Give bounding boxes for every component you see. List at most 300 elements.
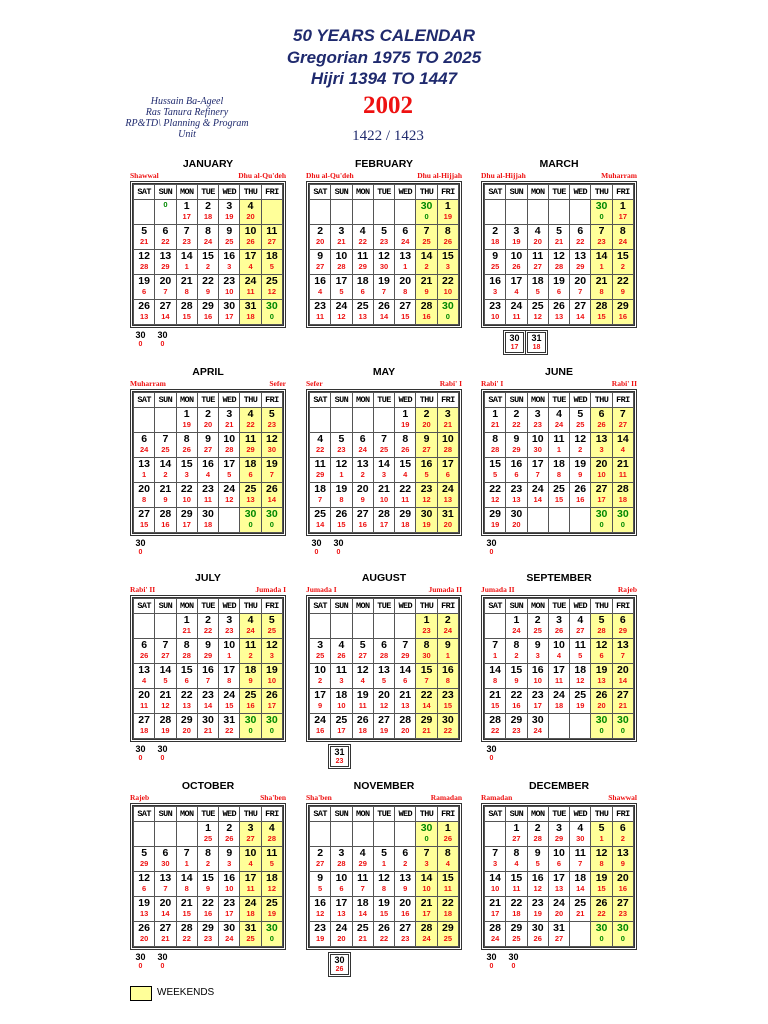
weekday-header: SAT <box>134 185 155 200</box>
hijri-day: 9 <box>424 287 429 296</box>
gregorian-day: 18 <box>244 664 257 676</box>
hijri-day: 27 <box>533 262 542 271</box>
gregorian-day: 8 <box>492 433 499 445</box>
month-table <box>306 595 462 742</box>
day-cell <box>612 483 633 508</box>
gregorian-day: 21 <box>399 689 412 701</box>
gregorian-day: 30 <box>595 200 608 212</box>
hijri-day: 21 <box>358 934 367 943</box>
weekday-header: SAT <box>485 599 506 614</box>
day-cell <box>485 508 506 533</box>
day-cell <box>548 508 569 533</box>
day-cell <box>612 408 633 433</box>
hijri-day: 5 <box>269 262 274 271</box>
hijri-day: 17 <box>510 344 519 351</box>
gregorian-day: 19 <box>378 275 390 287</box>
day-cell <box>219 664 240 689</box>
hijri-day: 17 <box>618 212 628 221</box>
day-cell <box>373 847 394 872</box>
day-cell <box>155 639 176 664</box>
day-cell <box>612 225 633 250</box>
hijri-day: 25 <box>533 626 542 635</box>
day-cell <box>352 408 373 433</box>
hijri-day: 13 <box>358 312 367 321</box>
hijri-day: 28 <box>139 262 149 271</box>
hijri-day: 9 <box>360 495 365 504</box>
day-cell <box>219 872 240 897</box>
hijri-month-start: Sha'ben <box>306 793 332 802</box>
weekday-header: TUE <box>548 185 569 200</box>
day-cell <box>506 225 527 250</box>
hijri-day: 5 <box>578 651 583 660</box>
gregorian-day: 4 <box>556 408 562 420</box>
gregorian-day: 30 <box>420 822 433 834</box>
gregorian-day: 23 <box>510 483 523 495</box>
gregorian-day: 25 <box>266 275 278 287</box>
day-cell <box>310 408 331 433</box>
hijri-day: 24 <box>401 237 410 246</box>
gregorian-day: 30 <box>420 508 433 520</box>
day-cell <box>548 225 569 250</box>
hijri-day: 12 <box>533 312 542 321</box>
day-cell <box>437 250 458 275</box>
gregorian-day: 30 <box>595 714 608 726</box>
hijri-day: 11 <box>204 495 212 504</box>
hijri-day: 2 <box>514 651 519 660</box>
gregorian-day: 6 <box>162 225 169 237</box>
hijri-day: 7 <box>163 287 168 296</box>
hijri-day: 7 <box>535 470 540 479</box>
gregorian-day: 14 <box>159 458 172 470</box>
gregorian-day: 22 <box>202 897 214 909</box>
hijri-day: 17 <box>379 520 389 529</box>
day-cell <box>591 664 612 689</box>
day-cell <box>612 714 633 739</box>
day-cell <box>155 225 176 250</box>
gregorian-day: 25 <box>574 897 587 909</box>
hijri-day: 11 <box>246 287 255 296</box>
gregorian-day: 30 <box>595 508 608 520</box>
hijri-day: 4 <box>514 287 519 296</box>
gregorian-day: 3 <box>556 614 562 626</box>
gregorian-day: 11 <box>553 433 565 445</box>
day-cell <box>591 639 612 664</box>
day-cell <box>155 922 176 947</box>
hijri-day: 8 <box>381 884 387 893</box>
day-cell <box>612 275 633 300</box>
weekday-header: FRI <box>437 599 458 614</box>
hijri-day: 12 <box>161 701 170 710</box>
month-name: FEBRUARY <box>355 158 413 170</box>
day-cell <box>240 250 261 275</box>
hijri-day: 0 <box>445 312 450 321</box>
weekday-header: WED <box>219 807 240 822</box>
gregorian-day: 19 <box>356 689 369 701</box>
day-cell <box>261 408 282 433</box>
day-cell <box>570 664 591 689</box>
day-cell <box>261 922 282 947</box>
gregorian-day: 13 <box>595 433 608 445</box>
gregorian-day: 16 <box>489 275 501 287</box>
weekday-header: THU <box>416 807 437 822</box>
day-cell <box>591 822 612 847</box>
weekday-header: TUE <box>373 393 394 408</box>
gregorian-day: 30 <box>531 714 544 726</box>
day-cell <box>240 200 261 225</box>
hijri-day: 2 <box>578 445 583 454</box>
overflow-day <box>152 952 173 971</box>
hijri-month-end: Dhu al-Hijjah <box>417 171 462 180</box>
day-cell <box>197 689 218 714</box>
hijri-day: 0 <box>160 341 165 348</box>
day-cell <box>134 897 155 922</box>
weekday-header: THU <box>240 393 261 408</box>
day-cell <box>134 508 155 533</box>
weekday-header: FRI <box>261 393 282 408</box>
day-cell <box>591 872 612 897</box>
hijri-day: 3 <box>424 859 429 868</box>
gregorian-day: 30 <box>333 538 344 548</box>
day-cell <box>591 200 612 225</box>
hijri-day: 29 <box>139 859 149 868</box>
hijri-day: 8 <box>227 676 232 685</box>
day-cell <box>197 872 218 897</box>
hijri-day: 19 <box>379 726 389 735</box>
gregorian-day: 12 <box>378 872 390 884</box>
day-cell <box>527 664 548 689</box>
weekday-header: THU <box>416 393 437 408</box>
hijri-day: 12 <box>267 884 277 893</box>
gregorian-day: 30 <box>442 714 454 726</box>
day-cell <box>570 483 591 508</box>
gregorian-day: 17 <box>553 872 565 884</box>
gregorian-day: 13 <box>159 872 172 884</box>
hijri-month-start: Jumada I <box>306 585 337 594</box>
hijri-day: 4 <box>514 859 519 868</box>
hijri-day: 8 <box>445 676 450 685</box>
gregorian-day: 2 <box>205 614 211 626</box>
gregorian-day: 31 <box>244 922 257 934</box>
hijri-day: 21 <box>225 420 234 429</box>
hijri-day: 17 <box>533 701 542 710</box>
hijri-month-start: Rajeb <box>130 793 150 802</box>
gregorian-day: 22 <box>489 483 501 495</box>
day-cell <box>352 922 373 947</box>
hijri-day: 28 <box>337 859 346 868</box>
overflow-day <box>130 952 151 971</box>
gregorian-day: 17 <box>335 275 348 287</box>
hijri-month-names <box>130 171 286 181</box>
gregorian-day: 25 <box>335 714 348 726</box>
day-cell <box>352 275 373 300</box>
day-cell <box>395 897 416 922</box>
weekday-header: TUE <box>548 599 569 614</box>
hijri-day: 1 <box>381 859 387 868</box>
hijri-day: 12 <box>337 312 346 321</box>
gregorian-day: 30 <box>442 300 454 312</box>
day-cell <box>395 433 416 458</box>
day-cell <box>437 508 458 533</box>
day-cell <box>416 433 437 458</box>
day-cell <box>373 508 394 533</box>
hijri-day: 22 <box>161 237 170 246</box>
gregorian-day: 25 <box>314 508 326 520</box>
day-cell <box>612 847 633 872</box>
day-cell <box>352 433 373 458</box>
weekday-header: SUN <box>155 599 176 614</box>
day-cell <box>416 200 437 225</box>
gregorian-day: 8 <box>183 639 190 651</box>
gregorian-day: 27 <box>574 300 587 312</box>
day-cell <box>240 614 261 639</box>
gregorian-day: 28 <box>180 922 193 934</box>
gregorian-day: 9 <box>205 433 211 445</box>
day-cell <box>331 200 352 225</box>
day-cell <box>261 614 282 639</box>
day-cell <box>506 922 527 947</box>
gregorian-day: 9 <box>513 433 520 445</box>
gregorian-day: 4 <box>359 847 366 859</box>
gregorian-day: 23 <box>531 897 544 909</box>
day-cell <box>395 714 416 739</box>
hijri-day: 2 <box>424 262 429 271</box>
gregorian-day: 15 <box>510 664 523 676</box>
gregorian-day: 20 <box>378 689 390 701</box>
hijri-day: 10 <box>490 312 500 321</box>
day-cell <box>395 614 416 639</box>
gregorian-day: 30 <box>617 714 629 726</box>
hijri-day: 25 <box>443 934 453 943</box>
hijri-day: 12 <box>422 495 431 504</box>
day-cell <box>395 408 416 433</box>
day-cell <box>310 433 331 458</box>
gregorian-day: 17 <box>442 458 454 470</box>
hijri-day: 28 <box>533 834 542 843</box>
gregorian-day: 12 <box>553 250 565 262</box>
gregorian-day: 6 <box>141 639 148 651</box>
hijri-day: 16 <box>161 520 170 529</box>
hijri-day: 27 <box>246 834 255 843</box>
weekday-header: TUE <box>197 599 218 614</box>
hijri-day: 19 <box>161 726 170 735</box>
day-cell <box>591 275 612 300</box>
day-cell <box>197 897 218 922</box>
hijri-day: 28 <box>554 262 564 271</box>
gregorian-day: 23 <box>531 689 544 701</box>
gregorian-day: 7 <box>619 408 626 420</box>
hijri-day: 28 <box>597 626 606 635</box>
hijri-day: 25 <box>512 934 521 943</box>
hijri-day: 23 <box>533 420 542 429</box>
day-cell <box>591 508 612 533</box>
gregorian-day: 14 <box>595 250 608 262</box>
day-cell <box>176 689 197 714</box>
gregorian-day: 30 <box>266 508 278 520</box>
day-cell <box>331 275 352 300</box>
day-cell <box>506 433 527 458</box>
weekday-header: THU <box>591 393 612 408</box>
gregorian-day: 29 <box>510 714 523 726</box>
gregorian-day: 30 <box>266 922 278 934</box>
hijri-month-names <box>481 171 637 181</box>
day-cell <box>134 664 155 689</box>
hijri-day: 20 <box>182 726 191 735</box>
hijri-day: 20 <box>422 420 431 429</box>
weekday-header: WED <box>219 599 240 614</box>
day-cell <box>240 689 261 714</box>
day-cell <box>437 458 458 483</box>
hijri-month-end: Rajeb <box>617 585 637 594</box>
hijri-day: 16 <box>358 520 367 529</box>
month-name: MARCH <box>539 158 579 170</box>
hijri-day: 11 <box>358 701 367 710</box>
gregorian-day: 3 <box>556 822 562 834</box>
weekday-header: FRI <box>612 807 633 822</box>
gregorian-day: 15 <box>202 872 214 884</box>
gregorian-day: 7 <box>162 639 169 651</box>
gregorian-day: 31 <box>223 714 236 726</box>
gregorian-day: 4 <box>268 822 275 834</box>
gregorian-day: 23 <box>223 275 236 287</box>
day-cell <box>570 508 591 533</box>
day-cell <box>395 508 416 533</box>
gregorian-day: 11 <box>244 639 257 651</box>
gregorian-day: 24 <box>244 897 257 909</box>
day-cell <box>612 300 633 325</box>
hijri-day: 4 <box>248 859 253 868</box>
hijri-day: 17 <box>182 520 191 529</box>
gregorian-day: 13 <box>617 639 629 651</box>
gregorian-day: 29 <box>399 508 412 520</box>
month-february <box>306 158 462 328</box>
overflow-day <box>130 330 151 349</box>
hijri-day: 6 <box>142 884 147 893</box>
gregorian-day: 5 <box>338 433 345 445</box>
gregorian-day: 19 <box>595 872 608 884</box>
day-cell <box>437 847 458 872</box>
hijri-day: 1 <box>403 262 408 271</box>
gregorian-day: 27 <box>159 922 172 934</box>
gregorian-day: 5 <box>381 847 387 859</box>
day-cell <box>197 508 218 533</box>
hijri-day: 13 <box>443 495 453 504</box>
overflow-day <box>328 952 351 977</box>
hijri-day: 28 <box>267 834 277 843</box>
day-cell <box>219 897 240 922</box>
day-cell <box>134 822 155 847</box>
day-cell <box>331 433 352 458</box>
hijri-day: 28 <box>337 262 346 271</box>
gregorian-day: 30 <box>157 952 168 962</box>
legend-label: WEEKENDS <box>157 987 215 998</box>
day-cell <box>176 922 197 947</box>
hijri-day: 2 <box>360 470 365 479</box>
day-cell <box>310 689 331 714</box>
hijri-day: 7 <box>269 470 274 479</box>
hijri-day: 0 <box>269 312 274 321</box>
gregorian-day: 16 <box>223 250 236 262</box>
day-cell <box>261 200 282 225</box>
day-cell <box>527 483 548 508</box>
hijri-day: 30 <box>576 834 585 843</box>
hijri-day: 7 <box>205 676 211 685</box>
gregorian-day: 14 <box>378 458 390 470</box>
gregorian-day: 6 <box>381 639 387 651</box>
gregorian-day: 11 <box>266 847 278 859</box>
day-cell <box>310 714 331 739</box>
gregorian-day: 21 <box>489 689 501 701</box>
day-cell <box>352 300 373 325</box>
hijri-day: 25 <box>246 934 255 943</box>
gregorian-day: 21 <box>420 275 433 287</box>
hijri-month-end: Dhu al-Qu'deh <box>238 171 286 180</box>
gregorian-day: 28 <box>489 714 501 726</box>
gregorian-day: 30 <box>617 508 629 520</box>
day-cell <box>416 922 437 947</box>
hijri-day: 23 <box>203 934 213 943</box>
gregorian-day: 23 <box>223 897 236 909</box>
day-cell <box>437 433 458 458</box>
gregorian-day: 6 <box>577 225 584 237</box>
day-cell <box>240 664 261 689</box>
hijri-day: 11 <box>512 312 521 321</box>
weekday-header: FRI <box>612 599 633 614</box>
day-cell <box>437 922 458 947</box>
day-cell <box>261 664 282 689</box>
hijri-day: 3 <box>535 651 540 660</box>
hijri-day: 9 <box>620 287 625 296</box>
hijri-day: 29 <box>203 651 213 660</box>
day-cell <box>612 664 633 689</box>
gregorian-day: 22 <box>202 275 214 287</box>
day-cell <box>134 614 155 639</box>
overflow-day <box>328 538 349 557</box>
gregorian-day: 17 <box>553 664 565 676</box>
day-cell <box>197 300 218 325</box>
gregorian-day: 19 <box>266 458 278 470</box>
gregorian-day: 18 <box>314 483 326 495</box>
hijri-day: 0 <box>314 549 319 556</box>
day-cell <box>395 200 416 225</box>
hijri-day: 28 <box>182 651 191 660</box>
gregorian-day: 8 <box>183 433 190 445</box>
gregorian-day: 30 <box>508 952 519 962</box>
day-cell <box>310 458 331 483</box>
day-cell <box>591 250 612 275</box>
gregorian-day: 24 <box>442 483 454 495</box>
hijri-day: 1 <box>493 651 498 660</box>
hijri-day: 3 <box>381 470 387 479</box>
day-cell <box>548 639 569 664</box>
gregorian-day: 28 <box>489 922 501 934</box>
day-cell <box>416 250 437 275</box>
day-cell <box>570 275 591 300</box>
hijri-day: 27 <box>512 834 521 843</box>
gregorian-day: 1 <box>513 614 520 626</box>
day-cell <box>310 614 331 639</box>
hijri-day: 25 <box>422 237 431 246</box>
day-cell <box>373 664 394 689</box>
hijri-day: 17 <box>337 726 346 735</box>
gregorian-day: 26 <box>574 483 587 495</box>
gregorian-day: 10 <box>244 847 257 859</box>
hijri-day: 5 <box>535 859 540 868</box>
gregorian-day: 22 <box>510 689 523 701</box>
hijri-day: 26 <box>443 237 453 246</box>
day-cell <box>331 408 352 433</box>
hijri-month-names <box>481 793 637 803</box>
day-cell <box>612 689 633 714</box>
